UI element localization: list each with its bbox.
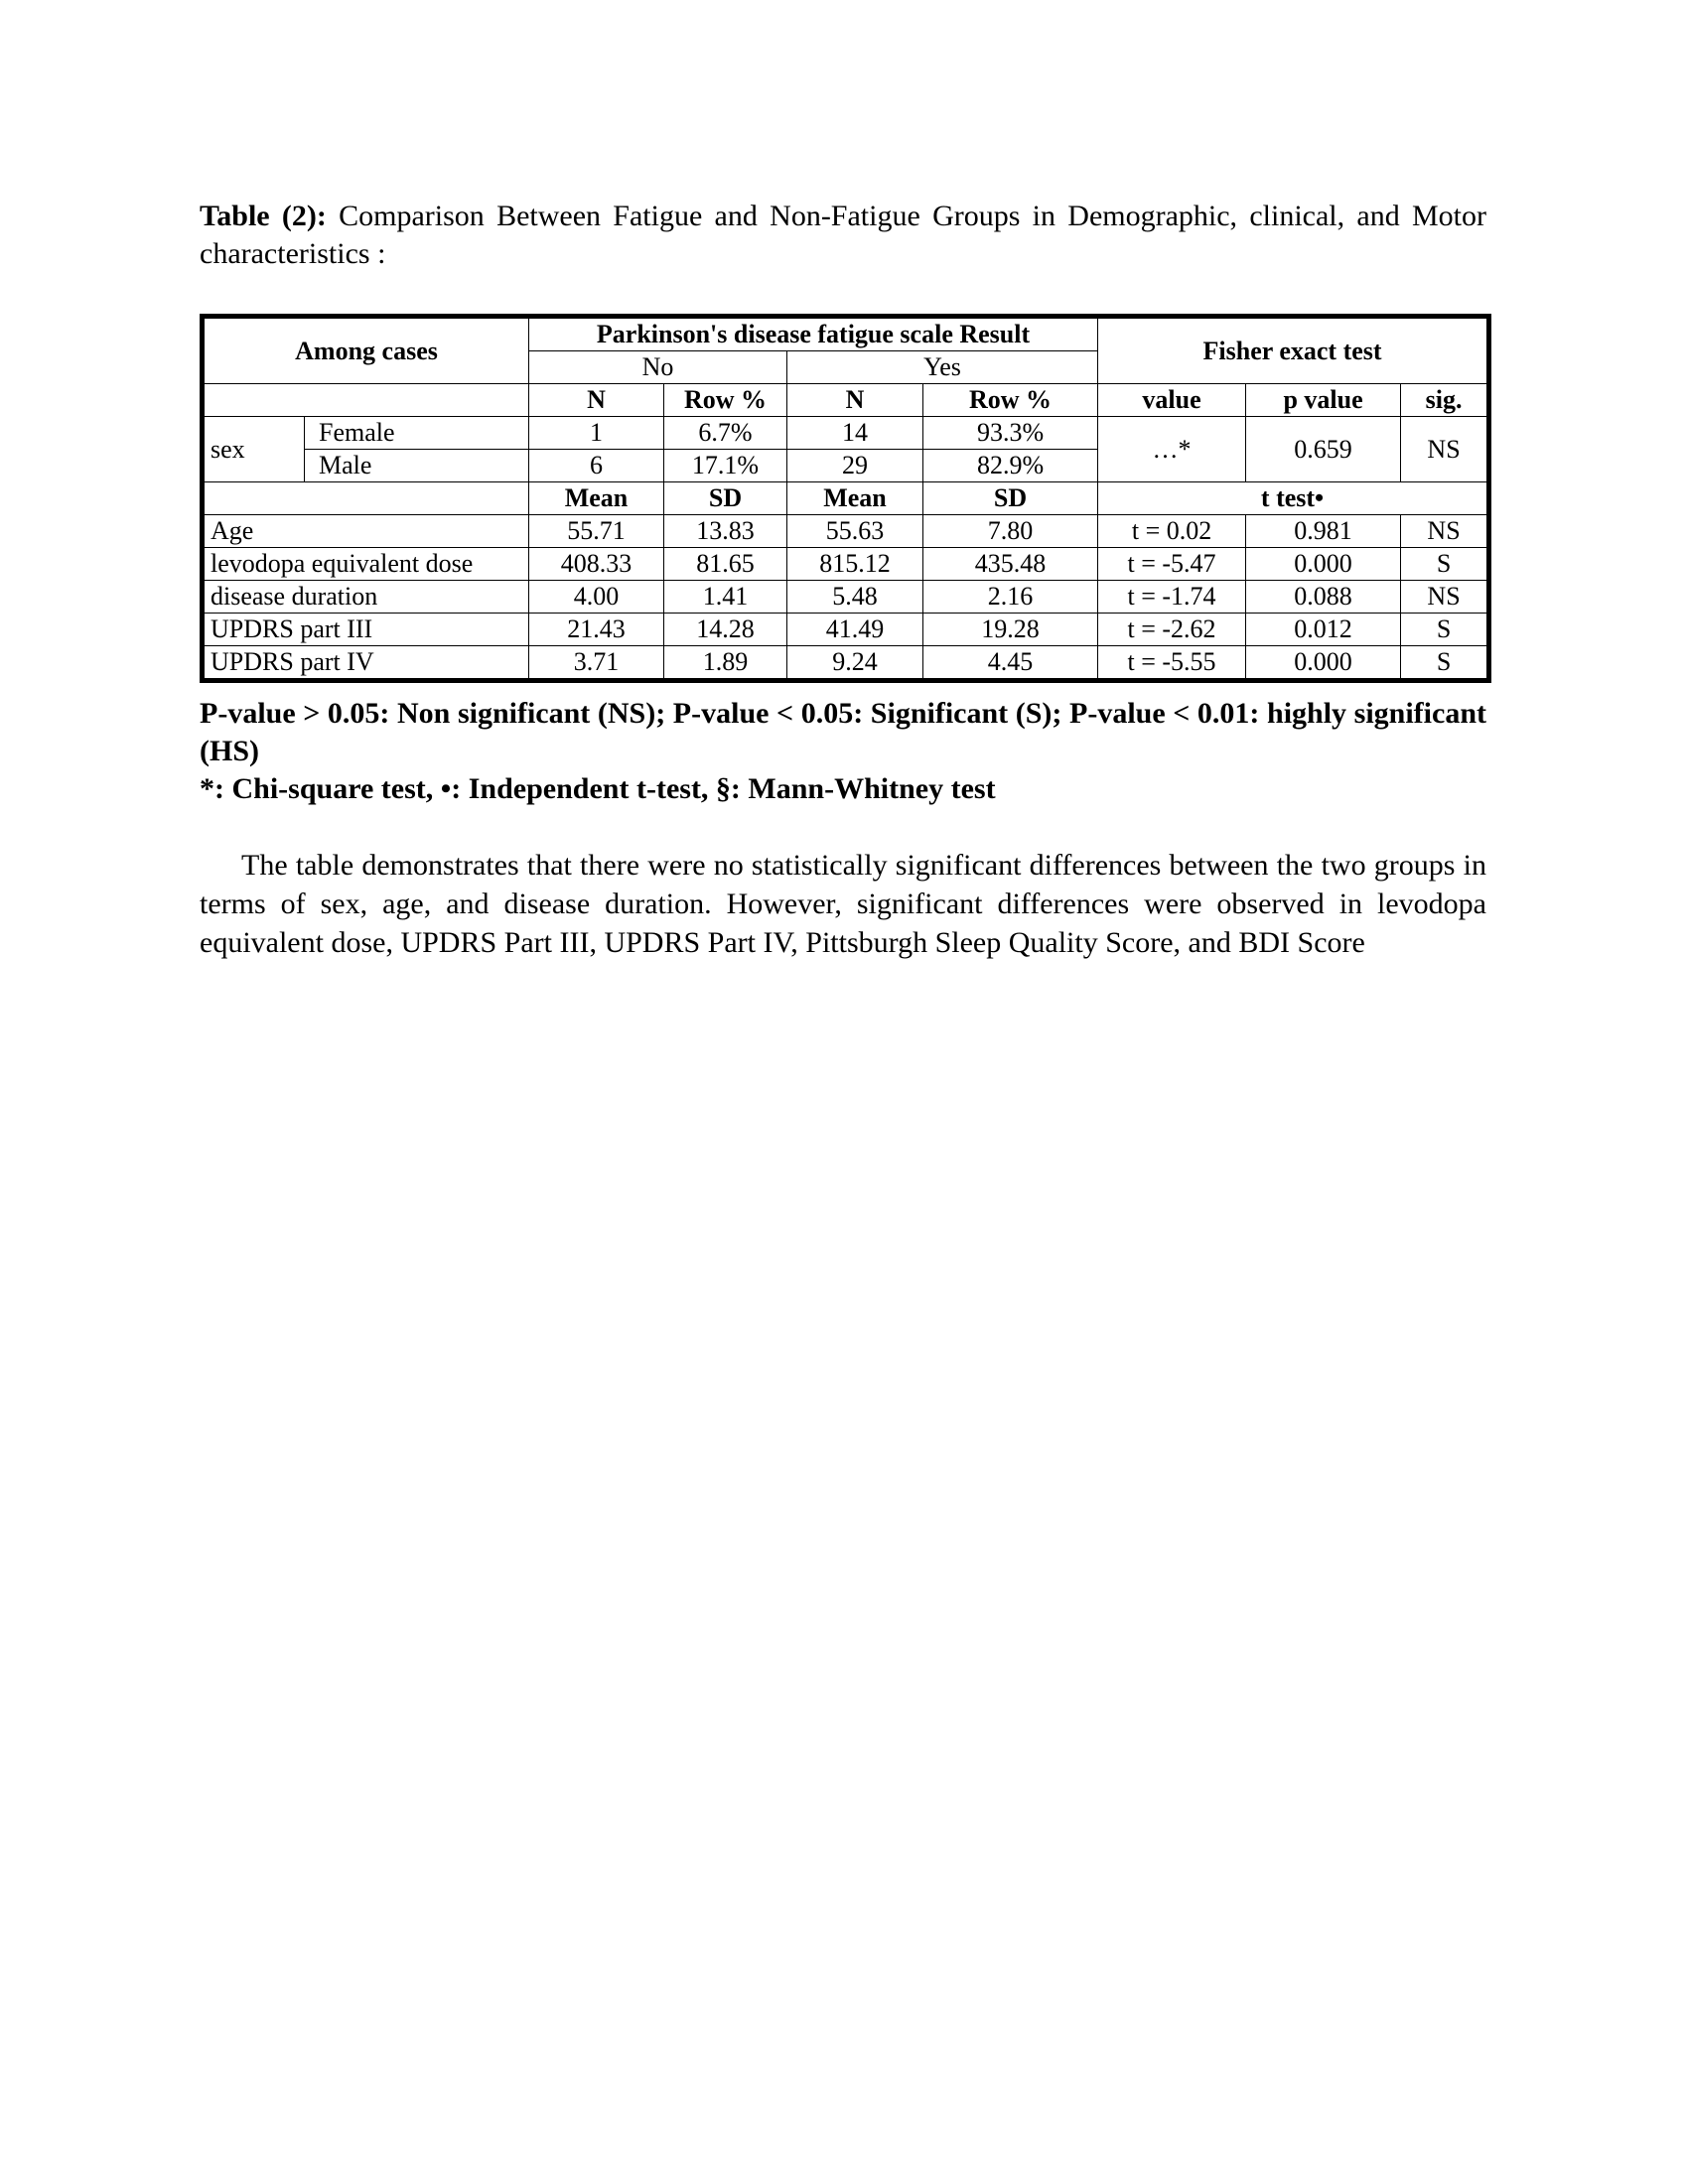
cell: t = 0.02 bbox=[1098, 515, 1246, 548]
cell: 19.28 bbox=[923, 614, 1098, 646]
header-blank bbox=[203, 384, 529, 417]
row-label-sex: sex bbox=[203, 417, 305, 482]
cell: 1.89 bbox=[664, 646, 787, 681]
header-yes: Yes bbox=[787, 351, 1098, 384]
cell: 1 bbox=[529, 417, 664, 450]
row-label: disease duration bbox=[203, 581, 529, 614]
cell: t = -1.74 bbox=[1098, 581, 1246, 614]
cell: 41.49 bbox=[787, 614, 923, 646]
row-label: Age bbox=[203, 515, 529, 548]
body-paragraph: The table demonstrates that there were no statistically significant differences between the two groups in terms of sex, age, and disease duration. However, significant differences were observed in levodopa equivalent dose, UPDRS Part III, UPDRS Part IV, Pittsburgh Sleep Quality Score, and BDI Score bbox=[200, 849, 1486, 959]
cell: 6 bbox=[529, 450, 664, 482]
cell: t = -2.62 bbox=[1098, 614, 1246, 646]
cell: NS bbox=[1401, 581, 1489, 614]
header-fatigue-scale: Parkinson's disease fatigue scale Result bbox=[529, 317, 1098, 351]
row-label: UPDRS part IV bbox=[203, 646, 529, 681]
cell: 29 bbox=[787, 450, 923, 482]
header-value: value bbox=[1098, 384, 1246, 417]
cell: 82.9% bbox=[923, 450, 1098, 482]
cell: NS bbox=[1401, 515, 1489, 548]
header-no: No bbox=[529, 351, 787, 384]
cell: t = -5.47 bbox=[1098, 548, 1246, 581]
cell: 0.088 bbox=[1246, 581, 1401, 614]
cell: 21.43 bbox=[529, 614, 664, 646]
cell: 93.3% bbox=[923, 417, 1098, 450]
header-sig: sig. bbox=[1401, 384, 1489, 417]
cell: 6.7% bbox=[664, 417, 787, 450]
cell: S bbox=[1401, 548, 1489, 581]
cell: 815.12 bbox=[787, 548, 923, 581]
table-caption bbox=[200, 198, 1486, 273]
row-label-male: Male bbox=[305, 450, 529, 482]
table-row bbox=[203, 614, 1489, 646]
cell: t = -5.55 bbox=[1098, 646, 1246, 681]
cell: 408.33 bbox=[529, 548, 664, 581]
row-label: UPDRS part III bbox=[203, 614, 529, 646]
cell: 14 bbox=[787, 417, 923, 450]
cell: 7.80 bbox=[923, 515, 1098, 548]
table-row bbox=[203, 646, 1489, 681]
header-pvalue: p value bbox=[1246, 384, 1401, 417]
cell: 81.65 bbox=[664, 548, 787, 581]
row-label: levodopa equivalent dose bbox=[203, 548, 529, 581]
header-fisher: Fisher exact test bbox=[1098, 317, 1489, 384]
header-among-cases: Among cases bbox=[203, 317, 529, 384]
table-row bbox=[203, 581, 1489, 614]
table-row bbox=[203, 515, 1489, 548]
cell: 55.63 bbox=[787, 515, 923, 548]
header-no-mean: Mean bbox=[529, 482, 664, 515]
cell: S bbox=[1401, 614, 1489, 646]
header-blank-2 bbox=[203, 482, 529, 515]
table-row bbox=[203, 548, 1489, 581]
cell: 13.83 bbox=[664, 515, 787, 548]
header-no-sd: SD bbox=[664, 482, 787, 515]
sex-p-value: 0.659 bbox=[1246, 417, 1401, 482]
header-yes-n: N bbox=[787, 384, 923, 417]
cell: 0.012 bbox=[1246, 614, 1401, 646]
cell: 0.981 bbox=[1246, 515, 1401, 548]
significance-note: P-value > 0.05: Non significant (NS); P-value < 0.05: Significant (S); P-value < 0.01: highly significant (HS) bbox=[200, 697, 1486, 767]
header-ttest: t test• bbox=[1098, 482, 1489, 515]
sex-sig: NS bbox=[1401, 417, 1489, 482]
table-row bbox=[203, 417, 1489, 450]
cell: 4.45 bbox=[923, 646, 1098, 681]
cell: S bbox=[1401, 646, 1489, 681]
header-yes-sd: SD bbox=[923, 482, 1098, 515]
caption-text: Comparison Between Fatigue and Non-Fatigue Groups in Demographic, clinical, and Motor characteristics : bbox=[200, 200, 1486, 270]
header-no-n: N bbox=[529, 384, 664, 417]
header-yes-rowpct: Row % bbox=[923, 384, 1098, 417]
header-yes-mean: Mean bbox=[787, 482, 923, 515]
cell: 5.48 bbox=[787, 581, 923, 614]
cell: 0.000 bbox=[1246, 548, 1401, 581]
cell: 2.16 bbox=[923, 581, 1098, 614]
cell: 55.71 bbox=[529, 515, 664, 548]
header-no-rowpct: Row % bbox=[664, 384, 787, 417]
cell: 1.41 bbox=[664, 581, 787, 614]
cell: 3.71 bbox=[529, 646, 664, 681]
cell: 435.48 bbox=[923, 548, 1098, 581]
cell: 9.24 bbox=[787, 646, 923, 681]
cell: 0.000 bbox=[1246, 646, 1401, 681]
caption-label: Table (2): bbox=[200, 200, 327, 232]
test-legend-note: *: Chi-square test, •: Independent t-test, §: Mann-Whitney test bbox=[200, 772, 996, 805]
row-label-female: Female bbox=[305, 417, 529, 450]
cell: 17.1% bbox=[664, 450, 787, 482]
sex-test-value: …* bbox=[1098, 417, 1246, 482]
cell: 14.28 bbox=[664, 614, 787, 646]
comparison-table bbox=[200, 314, 1491, 683]
table-notes bbox=[200, 695, 1486, 808]
cell: 4.00 bbox=[529, 581, 664, 614]
